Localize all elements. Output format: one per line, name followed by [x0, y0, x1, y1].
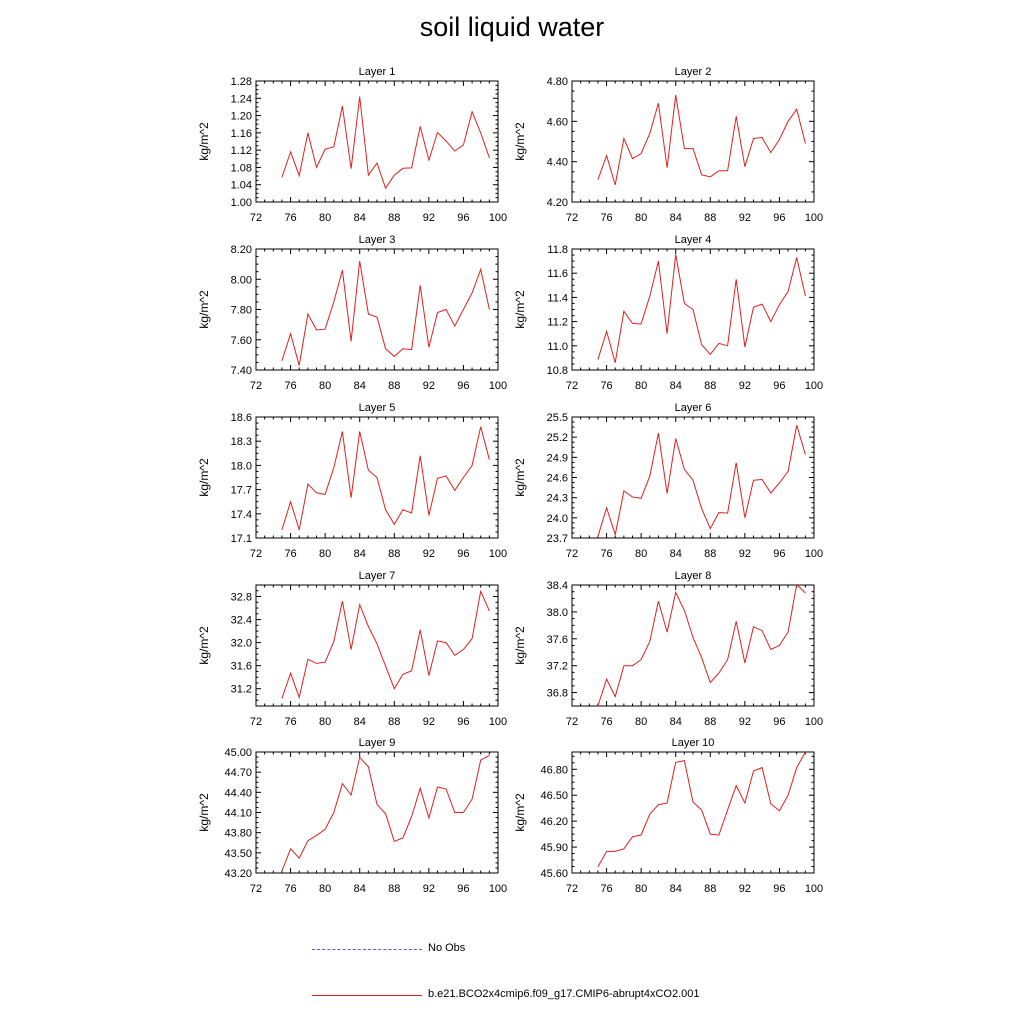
y-tick-label: 17.7: [230, 484, 252, 497]
y-tick-label: 36.8: [546, 687, 568, 700]
y-tick-label: 11.8: [547, 244, 568, 256]
x-tick-label: 84: [669, 716, 682, 728]
y-tick-label: 18.6: [230, 412, 252, 424]
panel-4: [513, 234, 823, 392]
x-tick-label: 100: [488, 380, 508, 392]
x-tick-label: 76: [600, 883, 613, 895]
series-line: [598, 95, 806, 185]
x-tick-label: 96: [457, 716, 470, 728]
y-tick-label: 43.50: [224, 847, 252, 860]
x-tick-label: 80: [635, 716, 648, 728]
x-tick-label: 92: [738, 883, 751, 895]
x-tick-label: 80: [635, 212, 648, 224]
panel-2: [513, 66, 823, 224]
x-tick-label: 96: [773, 212, 786, 224]
x-tick-label: 84: [669, 212, 682, 224]
y-tick-label: 8.00: [230, 274, 252, 287]
x-tick-label: 76: [600, 716, 613, 728]
x-tick-label: 96: [773, 380, 786, 392]
x-tick-label: 80: [319, 212, 332, 224]
series-line: [598, 254, 806, 362]
y-tick-label: 1.08: [230, 162, 252, 175]
y-axis-label: kg/m^2: [197, 626, 211, 665]
x-tick-label: 92: [422, 548, 435, 560]
x-tick-label: 88: [704, 380, 717, 392]
panel-9: [197, 737, 507, 895]
x-tick-label: 92: [738, 212, 751, 224]
y-axis-label: kg/m^2: [513, 122, 527, 161]
y-tick-label: 17.4: [230, 508, 252, 521]
panel-7: [197, 570, 507, 728]
series-line: [282, 97, 490, 189]
legend-obs-label: No Obs: [428, 942, 466, 954]
y-axis-label: kg/m^2: [513, 290, 527, 329]
y-tick-label: 1.28: [230, 76, 252, 88]
x-tick-label: 72: [249, 883, 263, 895]
x-tick-label: 72: [565, 212, 579, 224]
x-tick-label: 100: [804, 883, 824, 895]
y-tick-label: 45.60: [540, 868, 568, 880]
x-tick-label: 76: [284, 716, 297, 728]
y-tick-label: 32.4: [230, 614, 252, 627]
y-tick-label: 11.4: [547, 292, 568, 305]
panel-title: Layer 2: [674, 66, 712, 78]
x-tick-label: 80: [635, 548, 648, 560]
y-axis-label: kg/m^2: [513, 793, 527, 832]
panel-5: [197, 402, 507, 560]
x-tick-label: 96: [773, 716, 786, 728]
x-tick-label: 96: [773, 883, 786, 895]
x-tick-label: 76: [284, 883, 297, 895]
x-tick-label: 100: [488, 548, 508, 560]
x-tick-label: 76: [284, 548, 297, 560]
y-axis-label: kg/m^2: [197, 122, 211, 161]
panel-title: Layer 5: [358, 402, 396, 414]
x-tick-label: 92: [422, 380, 435, 392]
panel-10: [513, 737, 823, 895]
x-tick-label: 80: [635, 380, 648, 392]
y-tick-label: 31.6: [230, 660, 252, 673]
y-tick-label: 1.04: [230, 179, 252, 192]
x-tick-label: 88: [704, 883, 717, 895]
y-tick-label: 46.80: [540, 764, 568, 777]
legend-obs-swatch: [312, 949, 422, 950]
legend-model-label: b.e21.BCO2x4cmip6.f09_g17.CMIP6-abrupt4xCO2.001: [428, 988, 700, 1000]
x-tick-label: 88: [388, 883, 401, 895]
x-tick-label: 84: [353, 380, 366, 392]
y-axis-label: kg/m^2: [197, 793, 211, 832]
x-tick-label: 84: [669, 883, 682, 895]
y-tick-label: 4.80: [546, 76, 568, 88]
y-tick-label: 43.80: [224, 827, 252, 840]
panel-title: Layer 7: [358, 570, 396, 582]
panel-6: [513, 402, 823, 560]
panel-title: Layer 8: [674, 570, 712, 582]
x-tick-label: 96: [773, 548, 786, 560]
y-tick-label: 8.20: [230, 244, 252, 256]
plot-frame: [572, 752, 814, 873]
x-tick-label: 80: [319, 716, 332, 728]
panel-1: [197, 66, 507, 224]
y-tick-label: 45.00: [224, 747, 252, 759]
x-tick-label: 76: [600, 548, 613, 560]
y-tick-label: 25.2: [546, 432, 568, 445]
y-tick-label: 7.40: [230, 365, 252, 377]
y-tick-label: 11.6: [547, 268, 568, 281]
x-tick-label: 100: [804, 380, 824, 392]
x-tick-label: 92: [422, 716, 435, 728]
panel-title: Layer 10: [671, 737, 715, 749]
x-tick-label: 80: [635, 883, 648, 895]
x-tick-label: 100: [804, 548, 824, 560]
x-tick-label: 96: [457, 380, 470, 392]
y-tick-label: 32.8: [230, 591, 252, 604]
x-tick-label: 84: [669, 548, 682, 560]
x-tick-label: 88: [388, 380, 401, 392]
x-tick-label: 100: [488, 716, 508, 728]
y-tick-label: 44.10: [224, 807, 252, 820]
panel-title: Layer 3: [358, 234, 396, 246]
legend-model-swatch: [312, 995, 422, 996]
x-tick-label: 88: [704, 212, 717, 224]
series-line: [282, 755, 490, 871]
legend-model: [312, 988, 772, 1004]
y-tick-label: 1.00: [230, 197, 252, 209]
x-tick-label: 88: [388, 548, 401, 560]
x-tick-label: 76: [600, 380, 613, 392]
y-axis-label: kg/m^2: [197, 290, 211, 329]
x-tick-label: 88: [704, 548, 717, 560]
y-tick-label: 24.6: [546, 472, 568, 485]
panel-8: [513, 570, 823, 728]
x-tick-label: 72: [565, 716, 579, 728]
x-tick-label: 88: [388, 716, 401, 728]
y-tick-label: 37.2: [546, 660, 568, 673]
x-tick-label: 80: [319, 380, 332, 392]
y-tick-label: 10.8: [546, 365, 568, 377]
x-tick-label: 100: [488, 883, 508, 895]
panel-title: Layer 9: [358, 737, 396, 749]
y-tick-label: 7.80: [230, 304, 252, 317]
y-tick-label: 18.3: [230, 436, 252, 449]
plot-frame: [256, 585, 498, 706]
y-tick-label: 1.20: [230, 110, 252, 123]
x-tick-label: 76: [284, 212, 297, 224]
x-tick-label: 84: [353, 883, 366, 895]
x-tick-label: 92: [738, 380, 751, 392]
series-line: [282, 591, 490, 698]
y-tick-label: 24.0: [546, 512, 568, 525]
y-tick-label: 1.12: [230, 145, 252, 158]
x-tick-label: 100: [804, 716, 824, 728]
y-tick-label: 46.20: [540, 816, 568, 829]
x-tick-label: 96: [457, 212, 470, 224]
x-tick-label: 80: [319, 548, 332, 560]
y-axis-label: kg/m^2: [513, 458, 527, 497]
plot-frame: [572, 585, 814, 706]
y-axis-label: kg/m^2: [197, 458, 211, 497]
panel-title: Layer 1: [358, 66, 396, 78]
x-tick-label: 72: [249, 380, 263, 392]
x-tick-label: 76: [600, 212, 613, 224]
x-tick-label: 96: [457, 883, 470, 895]
y-tick-label: 17.1: [230, 533, 252, 545]
y-tick-label: 31.2: [230, 683, 252, 696]
y-tick-label: 43.20: [224, 868, 252, 880]
x-tick-label: 84: [353, 548, 366, 560]
x-tick-label: 72: [249, 212, 263, 224]
x-tick-label: 80: [319, 883, 332, 895]
x-tick-label: 92: [738, 716, 751, 728]
panel-3: [197, 234, 507, 392]
y-tick-label: 25.5: [546, 412, 568, 424]
x-tick-label: 100: [804, 212, 824, 224]
y-tick-label: 11.2: [547, 316, 568, 329]
x-tick-label: 92: [422, 212, 435, 224]
y-tick-label: 23.7: [546, 533, 568, 545]
main-title: soil liquid water: [419, 12, 605, 42]
x-tick-label: 96: [457, 548, 470, 560]
y-tick-label: 18.0: [230, 460, 252, 473]
x-tick-label: 88: [704, 716, 717, 728]
y-tick-label: 4.40: [546, 156, 568, 169]
y-tick-label: 24.9: [546, 452, 568, 465]
y-tick-label: 44.40: [224, 787, 252, 800]
x-tick-label: 88: [388, 212, 401, 224]
y-tick-label: 7.60: [230, 334, 252, 347]
x-tick-label: 76: [284, 380, 297, 392]
y-tick-label: 44.70: [224, 767, 252, 780]
y-tick-label: 4.20: [546, 197, 568, 209]
y-tick-label: 32.0: [230, 637, 252, 650]
x-tick-label: 72: [565, 380, 579, 392]
x-tick-label: 84: [353, 716, 366, 728]
plot-frame: [256, 81, 498, 202]
series-line: [598, 425, 806, 537]
y-axis-label: kg/m^2: [513, 626, 527, 665]
series-line: [598, 584, 806, 706]
x-tick-label: 72: [565, 548, 579, 560]
plot-frame: [256, 249, 498, 370]
panel-title: Layer 6: [674, 402, 712, 414]
plot-frame: [572, 417, 814, 538]
series-line: [598, 752, 806, 867]
panel-title: Layer 4: [674, 234, 712, 246]
x-tick-label: 72: [249, 548, 263, 560]
y-tick-label: 24.3: [546, 492, 568, 505]
series-line: [282, 427, 490, 530]
x-tick-label: 100: [488, 212, 508, 224]
y-tick-label: 38.4: [546, 580, 568, 592]
legend-obs: [312, 942, 612, 958]
y-tick-label: 1.24: [230, 93, 252, 106]
y-tick-label: 45.90: [540, 842, 568, 855]
x-tick-label: 92: [422, 883, 435, 895]
y-tick-label: 37.6: [546, 633, 568, 646]
x-tick-label: 72: [249, 716, 263, 728]
x-tick-label: 84: [669, 380, 682, 392]
series-line: [282, 261, 490, 365]
x-tick-label: 92: [738, 548, 751, 560]
y-tick-label: 38.0: [546, 606, 568, 619]
y-tick-label: 4.60: [546, 116, 568, 129]
y-tick-label: 1.16: [230, 127, 252, 140]
x-tick-label: 84: [353, 212, 366, 224]
x-tick-label: 72: [565, 883, 579, 895]
y-tick-label: 11.0: [547, 340, 568, 353]
y-tick-label: 46.50: [540, 790, 568, 803]
